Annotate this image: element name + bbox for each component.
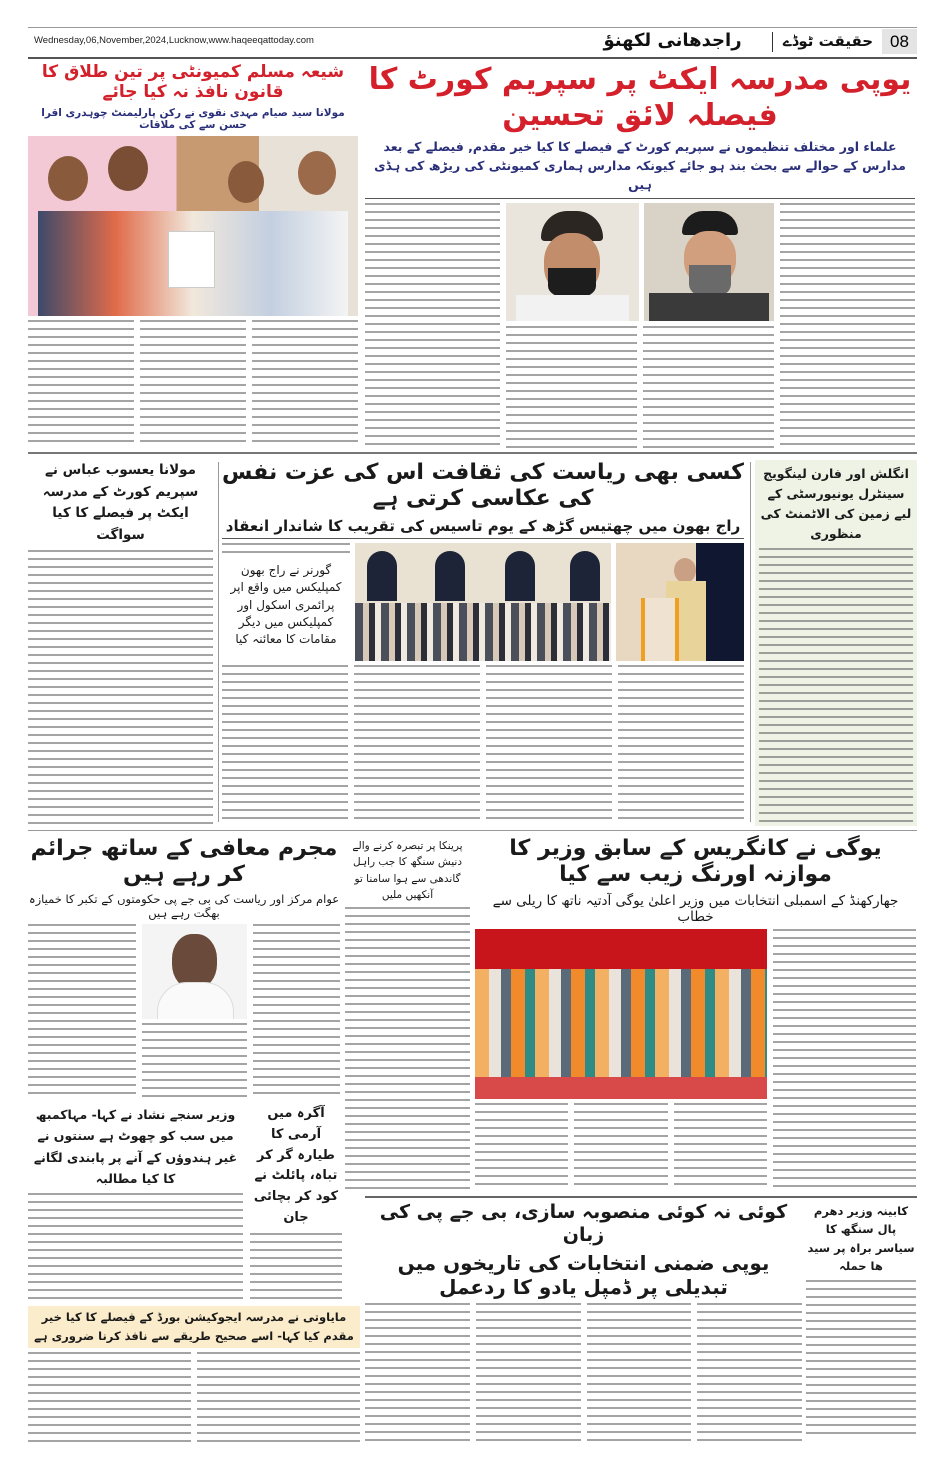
memorandum-paper <box>168 231 215 288</box>
headline-yogi: یوگی نے کانگریس کے سابق وزیر کا موازنہ اورنگ زیب سے کیا <box>509 836 882 888</box>
story-triple-talaq <box>28 62 358 448</box>
article-body-mahakumbh <box>28 1193 243 1302</box>
story-yogi <box>475 836 916 1191</box>
header-rule <box>28 57 917 59</box>
story-bypolls <box>365 1201 802 1441</box>
article-body-criminals-2 <box>142 1023 247 1100</box>
section-title: راجدھانی لکھنؤ <box>603 30 742 51</box>
story-agra <box>250 1104 342 1302</box>
photo-raj-bhavan-audience <box>355 543 611 661</box>
article-body-agra <box>250 1233 342 1302</box>
headline-yaqoob-abbas: مولانا یعسوب عباس نے سپریم کورٹ کے مدرسہ ایکٹ پر فیصلے کا کیا سواگت <box>42 462 199 543</box>
column-divider <box>218 462 219 822</box>
photo-yogi-rally <box>475 929 767 1099</box>
section-rule <box>28 452 917 454</box>
headline-triple-talaq: شیعہ مسلم کمیونٹی پر تین طلاق کا قانون نافذ نہ کیا جائے <box>41 62 345 103</box>
article-body-eflu <box>759 548 913 822</box>
subheadline-criminals: عوام مرکز اور ریاست کی بی جے پی حکومتوں کے تکبر کا خمیازہ بھگت رہے ہیں <box>28 891 340 920</box>
headline-mahakumbh: وزیر سنجے نشاد نے کہا- مہاکمبھ میں سب کو چھوٹ ہے سنتوں نے غیر ہندوؤں کے آنے پر پابندی لگانے کا کیا مطالبہ <box>33 1107 238 1186</box>
photo-delegation-meeting <box>28 136 358 316</box>
article-body-yogi-2 <box>773 929 916 1191</box>
headline-mayawati: مایاوتی نے مدرسہ ایجوکیشن بورڈ کے فیصلے کا کیا خیر مقدم کیا کہا- اسے صحیح طریقے سے نافذ کرنا ضروری ہے <box>28 1306 360 1348</box>
top-rule <box>28 27 917 28</box>
article-body-triple-talaq <box>28 320 358 448</box>
subheadline-triple-talaq: مولانا سید صیام مہدی نقوی نے رکن پارلیمنٹ چوہدری اقرا حسن سے کی ملاقات <box>41 106 345 132</box>
divider <box>365 198 915 199</box>
subheadline-yogi: جھارکھنڈ کے اسمبلی انتخابات میں وزیر اعلیٰ یوگی آدتیہ ناتھ کا ریلی سے خطاب <box>492 892 899 925</box>
subheadline-culture: راج بھون میں چھتیس گڑھ کے یوم تاسیس کی تقریب کا شاندار انعقاد <box>222 517 744 539</box>
story-priyanka <box>345 838 470 1190</box>
article-body-yaqoob-abbas <box>28 550 213 824</box>
article-body-dharampal <box>806 1280 916 1440</box>
headline-bypolls-1: کوئی نہ کوئی منصوبہ سازی، بی جے پی کی زبان <box>379 1201 788 1246</box>
sidebar-box-eflu <box>755 460 917 826</box>
headline-dharampal: کابینہ وزیر دھرم پال سنگھ کا سیاسر براہ پر سید ھا حملہ <box>807 1204 915 1274</box>
headline-priyanka: پرینکا پر تبصرہ کرنے والے دنیش سنگھ کا جب راہل گاندھی سے ہوا سامنا تو آنکھیں ملیں <box>352 840 463 901</box>
story-mahakumbh <box>28 1104 243 1302</box>
story-culture <box>222 460 744 824</box>
article-body-madrasa-3 <box>506 326 774 448</box>
headline-eflu: انگلش اور فارن لینگویج سینٹرل یونیورسٹی کے لیے زمین کی الاٹمنٹ کی منظوری <box>760 466 912 541</box>
story-dharampal <box>806 1202 916 1440</box>
headline-madrasa-act: یوپی مدرسہ ایکٹ پر سپریم کورٹ کا فیصلہ لائق تحسین <box>368 62 912 133</box>
headline-agra: آگرہ میں آرمی کا طیارہ گر کر تباہ، پائلٹ نے کود کر بچائی جان <box>253 1106 339 1225</box>
article-body-mayawati <box>28 1352 360 1442</box>
article-body-yogi <box>475 1103 767 1191</box>
column-divider <box>750 462 751 822</box>
article-body-culture-intro <box>222 543 350 559</box>
header-divider <box>772 32 773 52</box>
story-mayawati <box>28 1306 360 1442</box>
headline-bypolls-2: یوپی ضمنی انتخابات کی تاریخوں میں تبدیلی پر ڈمپل یادو کا ردعمل <box>397 1250 770 1299</box>
section-rule <box>365 1196 917 1198</box>
photo-cleric-2 <box>644 203 774 321</box>
article-body-madrasa-1 <box>365 203 500 448</box>
article-body-madrasa-2 <box>780 203 915 448</box>
masthead-logo: حقیقت ٹوڈے <box>782 32 874 50</box>
photo-governor-speech <box>616 543 744 661</box>
section-rule <box>28 830 917 831</box>
article-body-culture <box>222 665 744 824</box>
story-criminals <box>28 836 340 1100</box>
dateline: Wednesday,06,November,2024,Lucknow,www.haqeeqattoday.com <box>34 35 314 46</box>
headline-culture: کسی بھی ریاست کی ثقافت اس کی عزت نفس کی عکاسی کرتی ہے <box>222 460 744 512</box>
subheadline-madrasa-act: علماء اور مختلف تنظیموں نے سپریم کورٹ کے فیصلے کا کیا خیر مقدم, فیصلے کے بعد مدارس کے حوالے سے بحث بند ہو جائے کیونکہ مدارس ہماری کمیونٹی کی ریڑھ کی ہڈی ہیں <box>374 139 906 192</box>
story-yaqoob-abbas <box>28 460 213 824</box>
page-number: 08 <box>882 29 917 54</box>
photo-cleric-1 <box>506 203 639 321</box>
photo-politician <box>142 924 247 1019</box>
article-body-bypolls <box>365 1303 802 1441</box>
article-body-criminals-3 <box>253 924 340 1100</box>
article-body-criminals-1 <box>28 924 136 1100</box>
story-madrasa-act <box>365 62 915 448</box>
headline-criminals: مجرم معافی کے ساتھ جرائم کر رہے ہیں <box>30 836 338 888</box>
sidebar-headline-governor-inspection: گورنر نے راج بھون کمپلیکس میں واقع اپر پرائمری اسکول اور کمپلیکس میں دیگر مقامات کا معائنہ کیا <box>230 562 342 647</box>
article-body-priyanka <box>345 907 470 1190</box>
